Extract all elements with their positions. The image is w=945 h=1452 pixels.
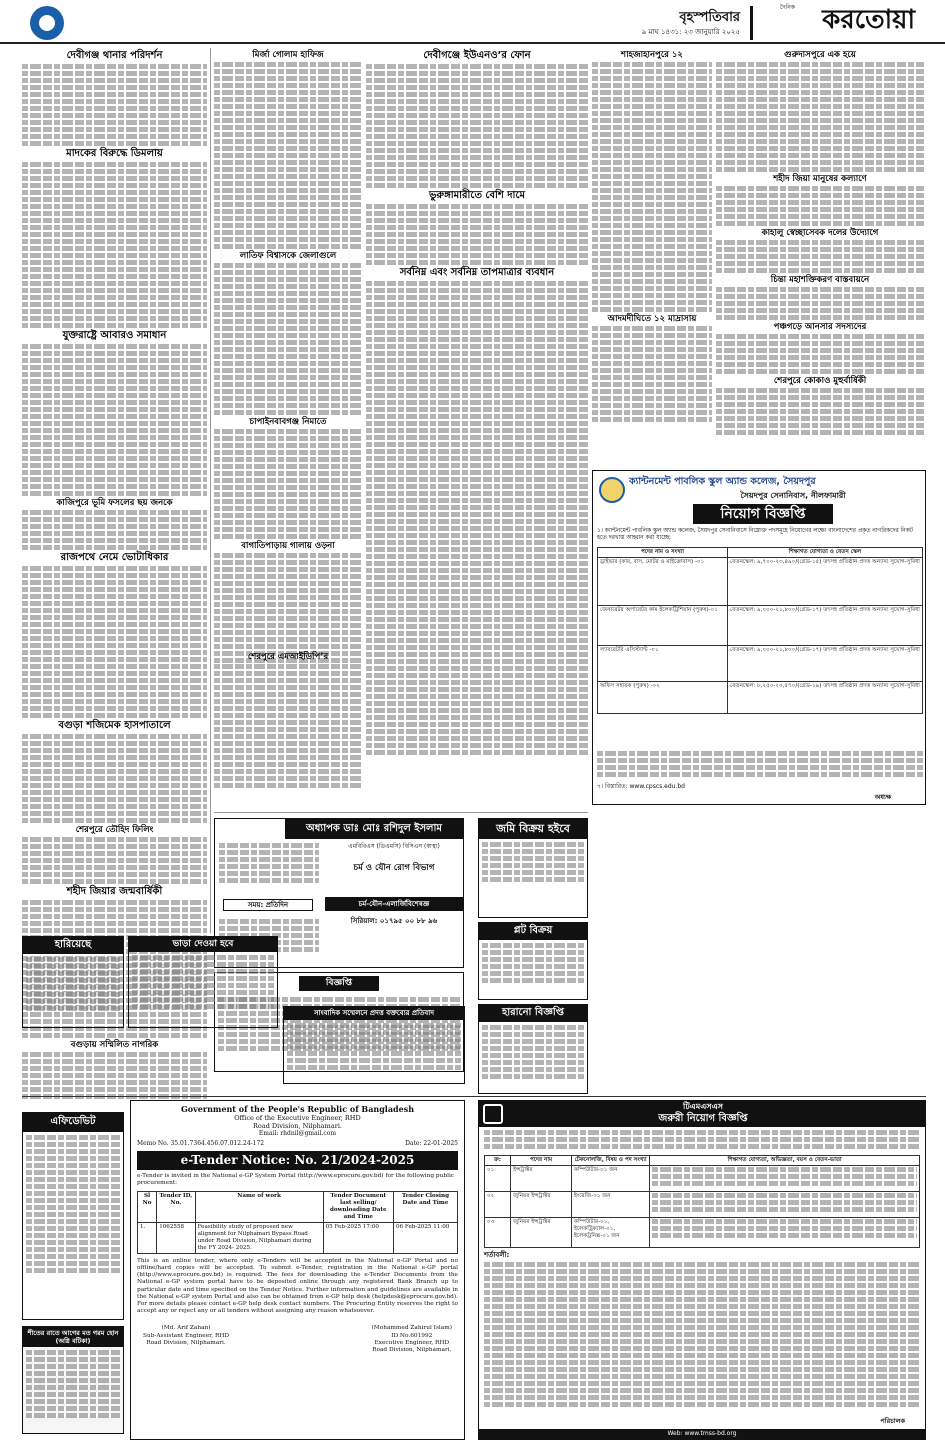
- tmss-sign: পরিচালক: [880, 1416, 905, 1425]
- table-row: অফিস সহায়ক (পুরুষ) -০২ বেতনস্কেল: ৮,২৫০-২০,৫৭০/(গ্রেড-১৯) তৎসহ প্রতিষ্ঠান প্রদত্ত অন্যান্য সুযোগ-সুবিধা: [598, 681, 923, 713]
- doctor-name: অধ্যাপক ডাঃ মোঃ রশিদুল ইসলাম: [285, 819, 463, 839]
- headline: শেরপুরে কোকাও মুহুর্বার্ষিকী: [773, 376, 867, 386]
- table-row: ০২ জুনিয়র ইন্সট্রাক্টর ইংরেজি-০১ জন: [485, 1191, 920, 1217]
- table-header: Sl No: [138, 1191, 157, 1222]
- section-divider: [22, 1096, 926, 1097]
- school-table: [597, 547, 923, 714]
- table-header: ক্র:: [485, 1156, 511, 1166]
- headline: শাহজাহানপুরে ১২: [621, 50, 683, 60]
- headline: শহীদ জিয়ার জন্মবার্ষিকী: [66, 886, 163, 897]
- masthead-day: বৃহস্পতিবার: [679, 10, 740, 25]
- headline: শহীদ জিয়া মানুষের কল্যাণে: [773, 174, 867, 184]
- tender-body: This is an online tender, where only e-Tenders will be accepted in the National e-GP Portal and no offline/hard copies will be accepted. To submit e-Tender, registration in the National e-GP portal (http://www.eprocure.gov.bd) is required. The fees for downloading the e-Tender Documents from the National e-GP system portal have to be deposited online through any registered Bank Branch up to particular date and time specified on the Tender Notice. Further information and guidelines are available in the National e-GP system Portal and also can be obtained from e-GP help desk (helpdesk@eprocure.gov.bd). For more details please contact e-GP help desk contact numbers. The Procuring Entity reserves the right to accept any or reject any or all tenders without assigning any reason whatsoever.: [137, 1257, 458, 1315]
- doctor-chamber: [219, 843, 319, 885]
- lost-notice-title: হারানো বিজ্ঞপ্তি: [479, 1005, 587, 1022]
- tender-table: [131, 1189, 464, 1256]
- school-subname: সৈয়দপুর সেনানিবাস, নীলফামারী: [740, 491, 846, 500]
- masthead: [0, 0, 945, 44]
- tender-email: Email: rhdnil@gmail.com: [258, 1130, 337, 1138]
- school-website: ৭। বিস্তারিত: www.cpscs.edu.bd: [597, 783, 685, 790]
- tender-office: Office of the Executive Engineer, RHD: [234, 1114, 361, 1122]
- land-sale-title: জমি বিক্রয় হইবে: [479, 819, 587, 839]
- tender-intro: e-Tender is invited in the National e-GP System Portal (http://www.eprocure.gov.bd) for the following public procurement:: [137, 1173, 455, 1187]
- tmss-conditions-text: [479, 1262, 925, 1407]
- headline: শেরপুরে তৌহিদ ফিলিং: [75, 825, 154, 835]
- tender-memo-date: Date: 22-01-2025: [405, 1139, 458, 1147]
- winter-title: শীতের রাতে আগের মত গরম হোন (অগ্নি বটিকা): [23, 1327, 123, 1347]
- school-name: ক্যান্টনমেন্ট পাবলিক স্কুল অ্যান্ড কলেজ, সৈয়দপুর: [629, 476, 816, 487]
- headline: গুরুদাসপুরে এক হয়ে: [784, 50, 856, 60]
- table-header: শিক্ষাগত যোগ্যতা, অভিজ্ঞতা, বয়স ও বেতন-ভাতা: [650, 1156, 920, 1166]
- table-header: টেকনোলজি, বিষয় ও পদ সংখ্যা: [571, 1156, 649, 1166]
- table-row: জেনারেটর অপারেটর কাম ইলেকট্রিশিয়ান (পুরুষ)-০১ বেতনস্কেল: ৯,০০০-২১,৮০০/(গ্রেড-১৭) তৎসহ প্রতিষ্ঠান প্রদত্ত অন্যান্য সুযোগ-সুবিধা: [598, 605, 923, 645]
- headline: কাজিপুরে ভূমি ফসলের ছয় জনকে: [56, 498, 173, 508]
- affidavit-title: এফিডেভিট: [23, 1113, 123, 1132]
- headline: ভুরুঙ্গামারীতে বেশি দামে: [428, 190, 526, 201]
- table-row: ০১ ইন্সট্রাক্টর কম্পিউটার-০১ জন: [485, 1165, 920, 1191]
- table-row: ০৩ জুনিয়র ইন্সট্রাক্টর কম্পিউটার-০১, ইলেকট্রিক্যাল-০১, ইলেকট্রনিক্স-০১ জন: [485, 1217, 920, 1247]
- headline: দেবীগঞ্জ থানার পরিদর্শন: [66, 50, 163, 61]
- section-divider: [214, 812, 588, 813]
- tmss-title: জরুরী নিয়োগ বিজ্ঞপ্তি: [658, 1113, 748, 1124]
- plot-sale-ad: [478, 922, 588, 1000]
- headline: শেরপুরে এমআইডিপি’র: [247, 652, 329, 662]
- column-5: [716, 48, 924, 468]
- tender-title: e-Tender Notice: No. 21/2024-2025: [137, 1151, 458, 1170]
- e-tender-notice: [130, 1100, 465, 1440]
- headline: চাপাইনবাবগঞ্জ নিমাতে: [249, 417, 327, 427]
- doctor-degree: এমবিবিএস (ডিএমসি) বিসিএস (স্বাস্থ্য): [348, 843, 440, 850]
- winter-ad: [22, 1326, 124, 1434]
- headline: বগুড়া শজিমেক হাসপাতালে: [58, 720, 171, 731]
- missing-title: হারিয়েছে: [23, 937, 123, 954]
- table-header: Tender ID, No.: [157, 1191, 195, 1222]
- doctor-serial: সিরিয়াল: ০১৭৯৫ ০০ ৮৮ ৯৬: [350, 917, 438, 925]
- protest-title: সাংবাদিক সম্মেলনে প্রদত্ত বক্তব্যের প্রতিবাদ: [284, 1007, 464, 1020]
- tender-road: Road Division, Nilphamari.: [253, 1122, 342, 1131]
- column-3: [366, 48, 588, 708]
- table-header: Tender Closing Date and Time: [393, 1191, 457, 1222]
- tender-gov: Government of the People's Republic of Bangladesh: [180, 1104, 415, 1114]
- masthead-divider: [750, 6, 753, 40]
- notice-title: নিয়োগ বিজ্ঞপ্তি: [693, 504, 833, 524]
- notice-intro: ১। ক্যান্টনমেন্ট পাবলিক স্কুল অ্যান্ড কলেজ, সৈয়দপুর সেনানিবাসে নিম্নোক্ত পদসমূহে নিয়োগের লক্ষ্যে বাংলাদেশের প্রকৃত নাগরিকদের নিকট হতে দরখাস্ত আহ্বান করা যাচ্ছে:: [597, 528, 913, 542]
- table-header: পদের নাম ও সংখ্যা: [598, 548, 728, 558]
- school-crest-icon: [599, 477, 625, 503]
- rent-ad: [128, 936, 278, 1028]
- school-recruitment-ad: [592, 470, 926, 805]
- headline: রাজপথে নেমে ভোটাধিকার: [60, 552, 169, 563]
- story-sherpur: [214, 650, 362, 810]
- doctor-time: সময়: প্রতিদিন: [223, 899, 313, 911]
- notice-terms: [597, 751, 923, 779]
- lost-notice-ad: [478, 1004, 588, 1094]
- headline: আদমদীঘিতে ১২ মাদ্রাসায়: [607, 314, 697, 324]
- headline: বাগাতিপাড়ায় গালায় ওড়না: [241, 541, 335, 551]
- table-header: শিক্ষাগত যোগ্যতা ও বেতন স্কেল: [728, 548, 923, 558]
- table-row: ড্রাইভার (কার, বাস, মোটর ও মাইক্রোবাস) -০১ বেতনস্কেল: ৯,৭০০-২৩,৪৯০/(গ্রেড-১৫) তৎসহ প্রতিষ্ঠান প্রদত্ত অন্যান্য সুযোগ-সুবিধা: [598, 557, 923, 605]
- headline: সর্বনিম্ন এবং সর্বনিম্ন তাপমাত্রার ব্যবধান: [399, 267, 555, 278]
- masthead-small-title: দৈনিক: [779, 4, 795, 11]
- tmss-table: [479, 1154, 925, 1249]
- tmss-org: টিএমএসএস: [683, 1102, 723, 1111]
- headline: চিন্তা মহাশক্তিকরণ বাস্তবায়নে: [770, 275, 870, 285]
- school-signature: অধ্যক্ষ: [874, 793, 892, 801]
- tender-signature-2: (Mohammed Zahirul Islam) ID No.601992 Executive Engineer, RHD Road Division, Nilphamari.: [371, 1325, 452, 1354]
- column-divider: [210, 48, 211, 933]
- headline: পঞ্চগড়ে আনসার সদস্যদের: [773, 322, 867, 332]
- table-header: Name of work: [195, 1191, 323, 1222]
- land-sale-ad: [478, 818, 588, 918]
- plot-sale-title: প্লট বিক্রয়: [479, 923, 587, 940]
- headline: কাহালু স্বেচ্ছাসেবক দলের উদ্যোগে: [761, 228, 879, 238]
- headline: দেবীগঞ্জে ইউএনও’র ফোন: [423, 50, 531, 61]
- table-row: 1. 1062558 Feasibility study of proposed new alignment for Nilphamari Bypass Road under Road Division, Nilphamari during the FY 2024- 2025. 05 Feb-2025 17:00 06 Feb-2025 11:00: [138, 1222, 458, 1253]
- tender-memo: Memo No. 35.01.7364.456.07.012.24-172: [137, 1139, 265, 1147]
- paper-logo-icon: [30, 6, 64, 40]
- tender-signature-1: (Md. Arif Zahan) Sub-Assistant Engineer, RHD Road Division, Nilphamari.: [143, 1325, 230, 1346]
- headline: মির্জা গোলাম হাফিজ: [252, 50, 324, 60]
- doctor-banner: চর্ম-যৌন-এলার্জিবিশেষজ্ঞ: [325, 897, 463, 911]
- table-header: Tender Document last selling/ downloading Date and Time: [323, 1191, 393, 1222]
- headline: মাদকের বিরুদ্ধে ডিমলায়: [66, 148, 163, 159]
- masthead-paper-name: করতোয়া: [822, 5, 915, 35]
- tmss-header: [479, 1101, 925, 1127]
- table-row: ল্যাবরেটরি এসিস্ট্যান্ট -০১ বেতনস্কেল: ৯,০০০-২১,৮০০/(গ্রেড-১৭) তৎসহ প্রতিষ্ঠান প্রদত্ত অন্যান্য সুযোগ-সুবিধা: [598, 645, 923, 681]
- tmss-recruitment-ad: [478, 1100, 926, 1440]
- affidavit-ad: [22, 1112, 124, 1320]
- headline: যুক্তরাষ্ট্রে আবারও সমাধান: [62, 330, 167, 341]
- masthead-date: ৯ মাঘ ১৪৩১: ২৩ জানুয়ারি ২০২৫: [641, 28, 740, 36]
- notice-ad-title: বিজ্ঞপ্তি: [299, 976, 379, 991]
- column-4: [592, 48, 712, 468]
- missing-ad: [22, 936, 124, 1028]
- doctor-department: চর্ম ও যৌন রোগ বিভাগ: [353, 863, 435, 873]
- headline: বগুড়ায় সম্মিলিত নাগরিক: [70, 1040, 159, 1050]
- headline: লাতিফ বিশ্বাসকে জেলাগুলে: [239, 251, 337, 261]
- table-header: পদের নাম: [511, 1156, 572, 1166]
- tmss-conditions: শর্তাবলী:: [484, 1250, 510, 1259]
- rent-title: ভাড়া দেওয়া হবে: [129, 937, 277, 952]
- protest-ad: [283, 1006, 465, 1084]
- tmss-footer: Web: www.tmss-bd.org: [479, 1429, 925, 1439]
